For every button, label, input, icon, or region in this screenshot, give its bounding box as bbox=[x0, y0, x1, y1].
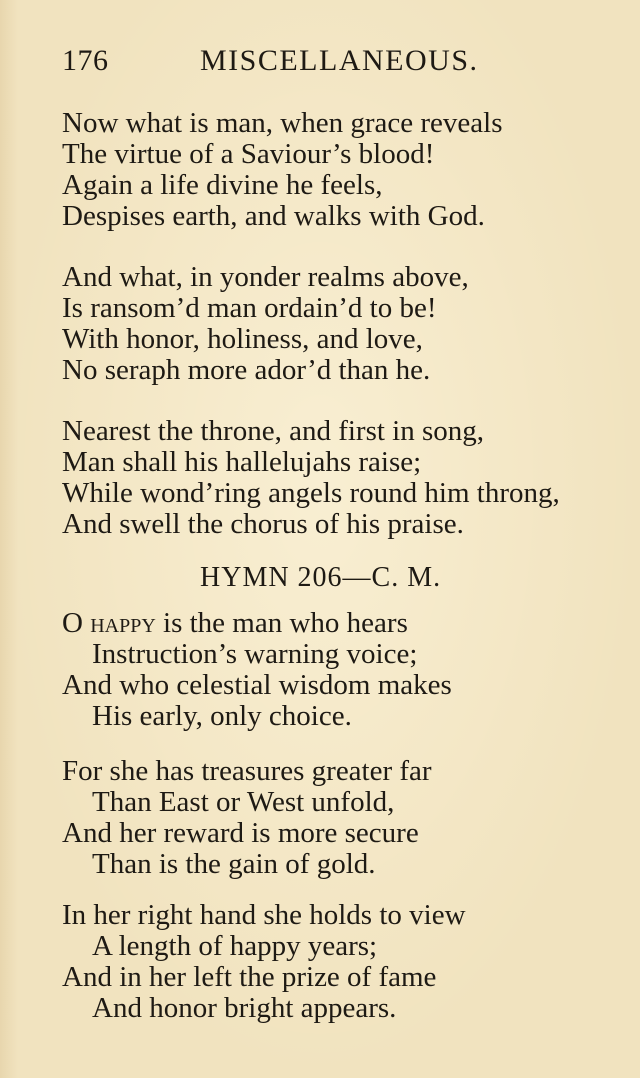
verse-line: With honor, holiness, and love, bbox=[62, 323, 423, 355]
verse-line: And swell the chorus of his praise. bbox=[62, 508, 464, 540]
first-line-rest: is the man who hears bbox=[155, 607, 408, 639]
verse-line: And who celestial wisdom makes bbox=[62, 669, 452, 701]
verse-line: Instruction’s warning voice; bbox=[92, 638, 418, 670]
verse-line: Man shall his hallelujahs raise; bbox=[62, 446, 422, 478]
verse-line: And what, in yonder realms above, bbox=[62, 261, 469, 293]
running-head: MISCELLANEOUS. bbox=[200, 44, 479, 77]
verse-line: And honor bright appears. bbox=[92, 992, 397, 1024]
smallcaps-word: happy bbox=[90, 607, 156, 639]
stanza bbox=[62, 108, 622, 232]
verse-line: For she has treasures greater far bbox=[62, 755, 432, 787]
hymn-stanza bbox=[62, 900, 622, 1024]
verse-line: Than is the gain of gold. bbox=[92, 848, 376, 880]
verse-line: Despises earth, and walks with God. bbox=[62, 200, 485, 232]
stanza bbox=[62, 416, 622, 540]
hymn-title: HYMN 206—C. M. bbox=[200, 562, 442, 593]
hymn-stanza bbox=[62, 608, 622, 732]
verse-line: His early, only choice. bbox=[92, 700, 352, 732]
verse-line: Now what is man, when grace reveals bbox=[62, 107, 503, 139]
stanza bbox=[62, 262, 622, 386]
verse-line bbox=[62, 608, 622, 639]
verse-line: And in her left the prize of fame bbox=[62, 961, 437, 993]
hymn-stanza bbox=[62, 756, 622, 880]
verse-line: And her reward is more secure bbox=[62, 817, 419, 849]
verse-line: In her right hand she holds to view bbox=[62, 899, 466, 931]
verse-line: No seraph more ador’d than he. bbox=[62, 354, 431, 386]
page-header bbox=[62, 44, 492, 84]
verse-line: Is ransom’d man ordain’d to be! bbox=[62, 292, 437, 324]
verse-line: Nearest the throne, and first in song, bbox=[62, 415, 485, 447]
verse-line: The virtue of a Saviour’s blood! bbox=[62, 138, 435, 170]
verse-line: Again a life divine he feels, bbox=[62, 169, 383, 201]
first-word: O bbox=[62, 607, 91, 639]
verse-line: While wond’ring angels round him throng, bbox=[62, 477, 560, 509]
page-number: 176 bbox=[62, 44, 109, 77]
verse-line: Than East or West unfold, bbox=[92, 786, 395, 818]
verse-line: A length of happy years; bbox=[92, 930, 378, 962]
